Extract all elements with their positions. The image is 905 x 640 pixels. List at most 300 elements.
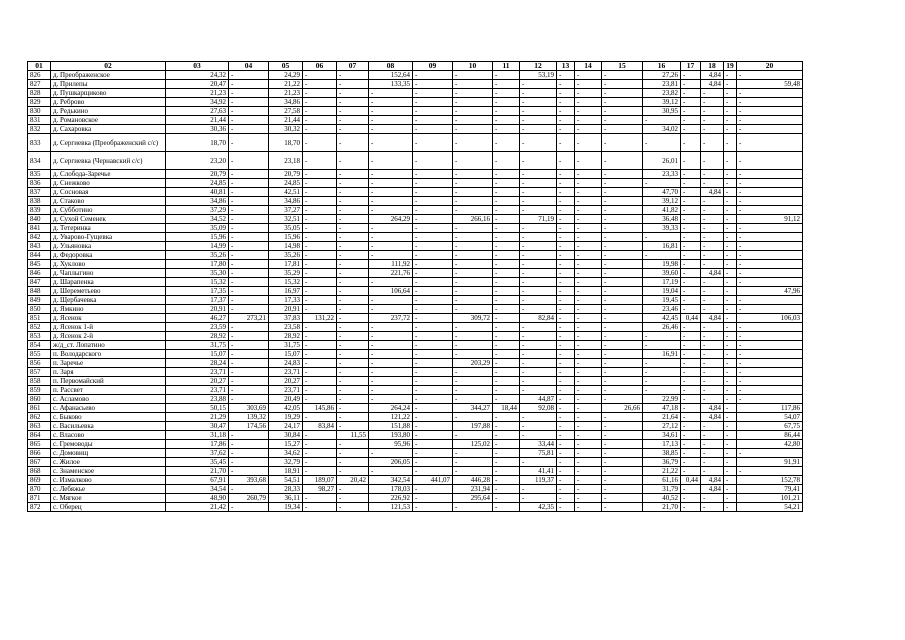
empty-value-cell: -: [303, 368, 337, 377]
empty-value-cell: -: [369, 197, 413, 206]
empty-value-cell: -: [701, 197, 724, 206]
empty-value-cell: -: [413, 314, 453, 323]
value-cell: 86,44: [737, 431, 803, 440]
empty-value-cell: -: [520, 305, 557, 314]
value-cell: 4,84: [701, 476, 724, 485]
value-cell: 15,96: [166, 233, 229, 242]
row-number-cell: 860: [28, 395, 51, 404]
empty-value-cell: -: [643, 134, 681, 152]
settlement-name-cell: с. Знаменское: [51, 467, 166, 476]
empty-value-cell: -: [737, 197, 803, 206]
empty-value-cell: -: [493, 206, 520, 215]
value-cell: 35,26: [269, 251, 303, 260]
empty-value-cell: -: [681, 359, 701, 368]
empty-value-cell: -: [602, 188, 643, 197]
value-cell: 91,12: [737, 215, 803, 224]
value-cell: 50,15: [166, 404, 229, 413]
empty-value-cell: -: [413, 116, 453, 125]
empty-value-cell: -: [681, 170, 701, 179]
empty-value-cell: -: [413, 233, 453, 242]
value-cell: 33,44: [520, 440, 557, 449]
value-cell: 35,09: [166, 224, 229, 233]
empty-value-cell: -: [575, 485, 602, 494]
value-cell: 24,83: [269, 359, 303, 368]
empty-value-cell: -: [229, 431, 269, 440]
empty-value-cell: -: [557, 458, 575, 467]
empty-value-cell: -: [453, 449, 493, 458]
column-header: 02: [51, 62, 166, 71]
column-header: 07: [337, 62, 369, 71]
empty-value-cell: -: [724, 350, 737, 359]
empty-value-cell: -: [337, 305, 369, 314]
empty-value-cell: -: [724, 170, 737, 179]
column-header: 01: [28, 62, 51, 71]
table-row: [28, 134, 803, 152]
empty-value-cell: -: [337, 467, 369, 476]
empty-value-cell: -: [493, 179, 520, 188]
value-cell: 18,44: [493, 404, 520, 413]
value-cell: 30,95: [643, 107, 681, 116]
empty-value-cell: -: [493, 305, 520, 314]
value-cell: 40,52: [643, 494, 681, 503]
empty-value-cell: -: [413, 188, 453, 197]
settlement-name-cell: д. Сухой Семенек: [51, 215, 166, 224]
settlement-name-cell: с. Власово: [51, 431, 166, 440]
settlement-name-cell: д. Шарапенка: [51, 278, 166, 287]
empty-value-cell: -: [575, 359, 602, 368]
value-cell: 4,84: [701, 404, 724, 413]
empty-value-cell: -: [602, 296, 643, 305]
value-cell: 23,71: [166, 368, 229, 377]
value-cell: 34,86: [166, 197, 229, 206]
empty-value-cell: -: [575, 368, 602, 377]
value-cell: 37,62: [166, 449, 229, 458]
settlement-name-cell: с. Гремоводы: [51, 440, 166, 449]
empty-value-cell: -: [453, 107, 493, 116]
empty-value-cell: -: [724, 422, 737, 431]
empty-value-cell: -: [413, 386, 453, 395]
value-cell: 35,05: [269, 224, 303, 233]
empty-value-cell: -: [557, 98, 575, 107]
value-cell: 21,70: [643, 503, 681, 512]
row-number-cell: 861: [28, 404, 51, 413]
empty-value-cell: -: [557, 251, 575, 260]
value-cell: 95,96: [369, 440, 413, 449]
empty-value-cell: -: [337, 116, 369, 125]
empty-value-cell: -: [303, 386, 337, 395]
empty-value-cell: -: [337, 359, 369, 368]
settlement-name-cell: д. Сосновая: [51, 188, 166, 197]
empty-value-cell: -: [520, 341, 557, 350]
empty-value-cell: -: [369, 98, 413, 107]
empty-value-cell: -: [493, 260, 520, 269]
settlement-name-cell: д. Тетеринка: [51, 224, 166, 233]
value-cell: 20,49: [269, 395, 303, 404]
empty-value-cell: -: [413, 341, 453, 350]
empty-value-cell: -: [602, 98, 643, 107]
empty-value-cell: -: [724, 89, 737, 98]
empty-value-cell: -: [557, 350, 575, 359]
empty-value-cell: -: [520, 377, 557, 386]
empty-value-cell: -: [413, 80, 453, 89]
empty-value-cell: -: [520, 224, 557, 233]
table-row: [28, 368, 803, 377]
empty-value-cell: -: [681, 278, 701, 287]
empty-value-cell: -: [520, 152, 557, 170]
empty-value-cell: -: [575, 215, 602, 224]
table-row: [28, 179, 803, 188]
table-row: [28, 269, 803, 278]
empty-value-cell: -: [737, 368, 803, 377]
row-number-cell: 865: [28, 440, 51, 449]
empty-value-cell: -: [337, 260, 369, 269]
empty-value-cell: -: [493, 80, 520, 89]
empty-value-cell: -: [303, 503, 337, 512]
empty-value-cell: -: [737, 269, 803, 278]
empty-value-cell: -: [602, 395, 643, 404]
empty-value-cell: -: [493, 278, 520, 287]
empty-value-cell: -: [701, 305, 724, 314]
empty-value-cell: -: [453, 341, 493, 350]
value-cell: 98,27: [303, 485, 337, 494]
value-cell: 31,75: [269, 341, 303, 350]
empty-value-cell: -: [602, 89, 643, 98]
value-cell: 16,91: [643, 350, 681, 359]
empty-value-cell: -: [493, 494, 520, 503]
empty-value-cell: -: [724, 395, 737, 404]
value-cell: 36,48: [643, 215, 681, 224]
empty-value-cell: -: [602, 260, 643, 269]
empty-value-cell: -: [369, 251, 413, 260]
empty-value-cell: -: [701, 449, 724, 458]
empty-value-cell: -: [557, 503, 575, 512]
empty-value-cell: -: [229, 197, 269, 206]
table-row: [28, 458, 803, 467]
row-number-cell: 850: [28, 305, 51, 314]
table-row: [28, 323, 803, 332]
empty-value-cell: -: [337, 269, 369, 278]
value-cell: 111,92: [369, 260, 413, 269]
empty-value-cell: -: [602, 413, 643, 422]
empty-value-cell: -: [575, 197, 602, 206]
value-cell: 106,64: [369, 287, 413, 296]
empty-value-cell: -: [602, 251, 643, 260]
value-cell: 21,23: [166, 89, 229, 98]
row-number-cell: 847: [28, 278, 51, 287]
empty-value-cell: -: [557, 287, 575, 296]
empty-value-cell: -: [575, 494, 602, 503]
value-cell: 21,44: [166, 116, 229, 125]
empty-value-cell: -: [453, 431, 493, 440]
empty-value-cell: -: [520, 80, 557, 89]
row-number-cell: 857: [28, 368, 51, 377]
empty-value-cell: -: [602, 431, 643, 440]
settlement-name-cell: д. Сергиевка (Преображенский с/с): [51, 134, 166, 152]
empty-value-cell: -: [520, 260, 557, 269]
empty-value-cell: -: [453, 71, 493, 80]
empty-value-cell: -: [737, 359, 803, 368]
row-number-cell: 843: [28, 242, 51, 251]
value-cell: 24,32: [166, 71, 229, 80]
settlement-name-cell: с. Измалково: [51, 476, 166, 485]
empty-value-cell: -: [737, 170, 803, 179]
empty-value-cell: -: [724, 152, 737, 170]
table-row: [28, 188, 803, 197]
value-cell: 152,64: [369, 71, 413, 80]
value-cell: 42,51: [269, 188, 303, 197]
value-cell: 17,86: [166, 440, 229, 449]
empty-value-cell: -: [724, 503, 737, 512]
empty-value-cell: -: [413, 323, 453, 332]
empty-value-cell: -: [493, 170, 520, 179]
empty-value-cell: -: [413, 413, 453, 422]
empty-value-cell: -: [701, 296, 724, 305]
value-cell: 106,03: [737, 314, 803, 323]
table-row: [28, 395, 803, 404]
value-cell: 21,44: [269, 116, 303, 125]
empty-value-cell: -: [575, 467, 602, 476]
empty-value-cell: -: [493, 197, 520, 206]
empty-value-cell: -: [229, 467, 269, 476]
value-cell: 14,99: [166, 242, 229, 251]
empty-value-cell: -: [453, 323, 493, 332]
empty-value-cell: -: [453, 188, 493, 197]
empty-value-cell: -: [520, 485, 557, 494]
empty-value-cell: -: [575, 395, 602, 404]
row-number-cell: 849: [28, 296, 51, 305]
empty-value-cell: -: [557, 224, 575, 233]
empty-value-cell: -: [701, 179, 724, 188]
empty-value-cell: -: [229, 80, 269, 89]
empty-value-cell: -: [681, 80, 701, 89]
value-cell: 21,23: [269, 89, 303, 98]
empty-value-cell: -: [724, 80, 737, 89]
empty-value-cell: -: [229, 116, 269, 125]
empty-value-cell: -: [701, 386, 724, 395]
empty-value-cell: -: [557, 359, 575, 368]
empty-value-cell: -: [413, 287, 453, 296]
empty-value-cell: -: [453, 224, 493, 233]
value-cell: 264,29: [369, 215, 413, 224]
row-number-cell: 839: [28, 206, 51, 215]
empty-value-cell: -: [701, 116, 724, 125]
empty-value-cell: -: [369, 242, 413, 251]
empty-value-cell: -: [575, 386, 602, 395]
empty-value-cell: -: [724, 377, 737, 386]
empty-value-cell: -: [602, 269, 643, 278]
empty-value-cell: -: [602, 440, 643, 449]
value-cell: 53,19: [520, 71, 557, 80]
value-cell: 18,91: [269, 467, 303, 476]
empty-value-cell: -: [681, 431, 701, 440]
empty-value-cell: -: [453, 125, 493, 134]
empty-value-cell: -: [493, 386, 520, 395]
value-cell: 34,02: [643, 125, 681, 134]
empty-value-cell: -: [681, 71, 701, 80]
table-row: [28, 278, 803, 287]
empty-value-cell: -: [602, 377, 643, 386]
empty-value-cell: -: [413, 170, 453, 179]
empty-value-cell: -: [724, 305, 737, 314]
empty-value-cell: -: [681, 341, 701, 350]
empty-value-cell: -: [303, 440, 337, 449]
empty-value-cell: -: [737, 341, 803, 350]
empty-value-cell: -: [337, 395, 369, 404]
empty-value-cell: -: [602, 71, 643, 80]
empty-value-cell: -: [229, 278, 269, 287]
row-number-cell: 838: [28, 197, 51, 206]
empty-value-cell: -: [575, 125, 602, 134]
empty-value-cell: -: [602, 494, 643, 503]
empty-value-cell: -: [724, 125, 737, 134]
value-cell: 344,27: [453, 404, 493, 413]
empty-value-cell: -: [737, 251, 803, 260]
empty-value-cell: -: [575, 296, 602, 305]
empty-value-cell: -: [575, 224, 602, 233]
row-number-cell: 834: [28, 152, 51, 170]
empty-value-cell: -: [413, 242, 453, 251]
row-number-cell: 872: [28, 503, 51, 512]
empty-value-cell: -: [575, 116, 602, 125]
column-header: 16: [643, 62, 681, 71]
empty-value-cell: -: [602, 458, 643, 467]
value-cell: 35,29: [269, 269, 303, 278]
empty-value-cell: -: [701, 260, 724, 269]
empty-value-cell: -: [337, 413, 369, 422]
empty-value-cell: -: [413, 377, 453, 386]
empty-value-cell: -: [520, 188, 557, 197]
empty-value-cell: -: [737, 332, 803, 341]
value-cell: 15,27: [269, 440, 303, 449]
column-header: 17: [681, 62, 701, 71]
empty-value-cell: -: [520, 179, 557, 188]
settlement-name-cell: д. Снежково: [51, 179, 166, 188]
column-header: 10: [453, 62, 493, 71]
column-header: 15: [602, 62, 643, 71]
empty-value-cell: -: [557, 413, 575, 422]
value-cell: 28,92: [166, 332, 229, 341]
value-cell: 19,98: [643, 260, 681, 269]
empty-value-cell: -: [520, 197, 557, 206]
empty-value-cell: -: [413, 152, 453, 170]
empty-value-cell: -: [557, 188, 575, 197]
empty-value-cell: -: [413, 215, 453, 224]
empty-value-cell: -: [681, 440, 701, 449]
empty-value-cell: -: [413, 206, 453, 215]
column-header: 12: [520, 62, 557, 71]
empty-value-cell: -: [337, 422, 369, 431]
empty-value-cell: -: [701, 107, 724, 116]
table-row: [28, 494, 803, 503]
empty-value-cell: -: [229, 296, 269, 305]
table-row: [28, 89, 803, 98]
empty-value-cell: -: [369, 116, 413, 125]
empty-value-cell: -: [701, 503, 724, 512]
empty-value-cell: -: [413, 350, 453, 359]
empty-value-cell: -: [724, 323, 737, 332]
value-cell: 21,64: [643, 413, 681, 422]
empty-value-cell: -: [493, 251, 520, 260]
empty-value-cell: -: [557, 269, 575, 278]
empty-value-cell: -: [413, 98, 453, 107]
empty-value-cell: -: [413, 467, 453, 476]
empty-value-cell: -: [575, 305, 602, 314]
empty-value-cell: -: [602, 476, 643, 485]
table-row: [28, 359, 803, 368]
empty-value-cell: -: [453, 242, 493, 251]
empty-value-cell: -: [602, 116, 643, 125]
empty-value-cell: -: [724, 485, 737, 494]
column-header: 03: [166, 62, 229, 71]
empty-value-cell: -: [557, 134, 575, 152]
row-number-cell: 853: [28, 332, 51, 341]
empty-value-cell: -: [575, 242, 602, 251]
empty-value-cell: -: [520, 89, 557, 98]
empty-value-cell: -: [701, 251, 724, 260]
value-cell: 121,22: [369, 413, 413, 422]
value-cell: 4,84: [701, 80, 724, 89]
empty-value-cell: -: [337, 215, 369, 224]
empty-value-cell: -: [337, 368, 369, 377]
settlement-name-cell: д. Сахаровка: [51, 125, 166, 134]
empty-value-cell: -: [575, 431, 602, 440]
empty-value-cell: -: [520, 431, 557, 440]
empty-value-cell: -: [557, 179, 575, 188]
empty-value-cell: -: [602, 314, 643, 323]
value-cell: 27,58: [269, 107, 303, 116]
empty-value-cell: -: [557, 197, 575, 206]
empty-value-cell: -: [453, 296, 493, 305]
empty-value-cell: -: [681, 224, 701, 233]
empty-value-cell: -: [337, 494, 369, 503]
empty-value-cell: -: [602, 422, 643, 431]
value-cell: 4,84: [701, 188, 724, 197]
row-number-cell: 836: [28, 179, 51, 188]
empty-value-cell: -: [602, 323, 643, 332]
empty-value-cell: -: [737, 233, 803, 242]
empty-value-cell: -: [520, 350, 557, 359]
value-cell: 17,33: [269, 296, 303, 305]
settlement-name-cell: д. Преображенское: [51, 71, 166, 80]
value-cell: 26,46: [643, 323, 681, 332]
value-cell: 0,44: [681, 314, 701, 323]
table-row: [28, 251, 803, 260]
empty-value-cell: -: [724, 269, 737, 278]
empty-value-cell: -: [557, 152, 575, 170]
empty-value-cell: -: [681, 242, 701, 251]
empty-value-cell: -: [681, 305, 701, 314]
settlement-name-cell: д. Редькино: [51, 107, 166, 116]
empty-value-cell: -: [453, 269, 493, 278]
table-row: [28, 305, 803, 314]
header-row: [28, 62, 803, 71]
table-row: [28, 404, 803, 413]
table-row: [28, 377, 803, 386]
empty-value-cell: -: [602, 341, 643, 350]
empty-value-cell: -: [453, 395, 493, 404]
empty-value-cell: -: [602, 152, 643, 170]
empty-value-cell: -: [724, 179, 737, 188]
empty-value-cell: -: [453, 386, 493, 395]
value-cell: 231,94: [453, 485, 493, 494]
empty-value-cell: -: [229, 179, 269, 188]
empty-value-cell: -: [337, 89, 369, 98]
empty-value-cell: -: [575, 350, 602, 359]
empty-value-cell: -: [520, 422, 557, 431]
empty-value-cell: -: [229, 242, 269, 251]
empty-value-cell: -: [701, 242, 724, 251]
settlement-name-cell: с. Мягкое: [51, 494, 166, 503]
